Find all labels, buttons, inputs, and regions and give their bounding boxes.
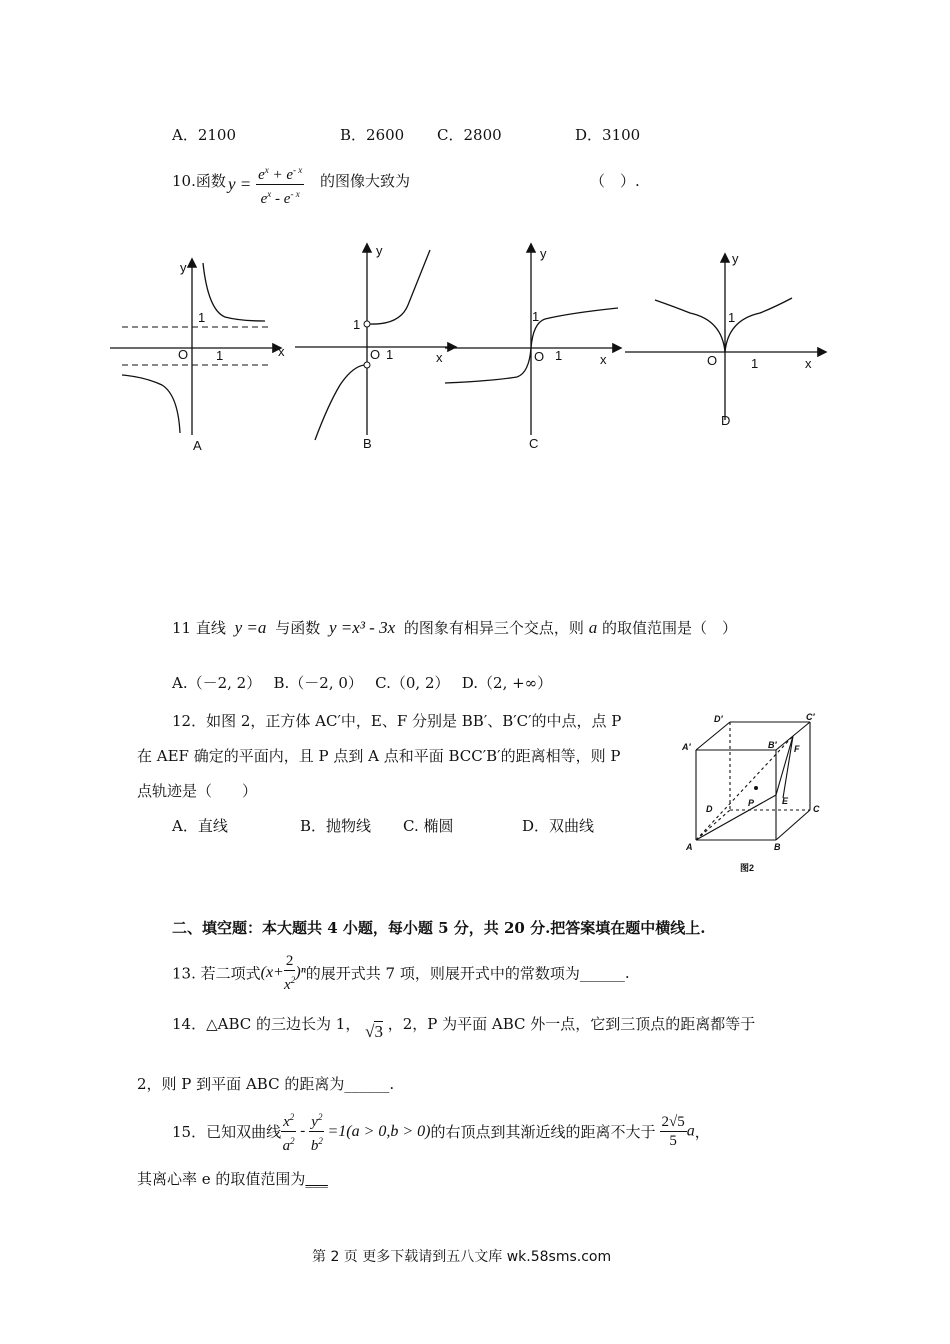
q9-option-b: B．2600 <box>340 126 405 144</box>
graph-a-label: A <box>193 438 202 453</box>
graph-d-o: O <box>707 353 718 368</box>
q9-option-a: A．2100 <box>172 126 237 144</box>
graph-d-1x: 1 <box>751 356 759 371</box>
graph-c-y: y <box>540 246 547 261</box>
graph-a-1x: 1 <box>216 348 224 363</box>
graph-b <box>295 243 455 451</box>
q12-option-c: C. 椭圆 <box>403 817 454 835</box>
q10-formula: y = $\frac{e^x + e^{- x}}{e^x - e^{- x}}$ <box>228 161 304 208</box>
q9-option-c: C．2800 <box>437 126 502 144</box>
graph-b-1y: 1 <box>353 317 361 332</box>
graph-c-o: O <box>534 349 545 364</box>
q9-option-d: D．3100 <box>575 126 641 144</box>
q12-option-b: B．抛物线 <box>300 817 372 835</box>
cube-label-e: E <box>782 796 789 806</box>
graph-a-1y: 1 <box>198 310 206 325</box>
graph-d-1y: 1 <box>728 310 736 325</box>
cube-label-d1: D′ <box>714 714 723 724</box>
cube-label-d: D <box>706 804 713 814</box>
page-footer: 第 2 页 更多下载请到五八文库 wk.58sms.com <box>312 1249 612 1265</box>
q11-line: 11 直线 y =a 与函数 y =x³ - 3x 的图象有相异三个交点，则 a 的取值范围是（ ） <box>172 618 737 637</box>
q12-line3: 点轨迹是（ ） <box>137 782 258 800</box>
q10-graphs <box>100 235 840 460</box>
graph-d <box>625 251 825 428</box>
q12-cube-figure <box>678 710 828 880</box>
cube-label-b1: B′ <box>768 740 777 750</box>
graph-a-y: y <box>180 260 187 275</box>
cube-label-c1: C′ <box>806 712 815 722</box>
graph-d-y: y <box>732 251 739 266</box>
graph-d-x: x <box>805 356 812 371</box>
q14-line1: 14．△ABC 的三边长为 1， √3 ，2，P 为平面 ABC 外一点，它到三顶点的距离都等于 <box>172 1015 756 1041</box>
section-2-heading: 二、填空题：本大题共 4 小题，每小题 5 分，共 20 分.把答案填在题中横线上. <box>172 919 706 937</box>
q11-options: A.（－2, 2） B.（－2, 0） C.（0, 2） D.（2, +∞） <box>172 674 553 692</box>
q12-option-d: D．双曲线 <box>522 817 595 835</box>
graph-c-1y: 1 <box>532 309 540 324</box>
cube-label-p: P <box>748 798 755 808</box>
q12-line1: 12．如图 2，正方体 AC′中，E、F 分别是 BB′、B′C′的中点，点 P <box>172 712 622 730</box>
q12-option-a: A．直线 <box>172 817 228 835</box>
q15-line2: 其离心率 e 的取值范围为___ <box>137 1170 328 1188</box>
q13-line: 13. 若二项式(x+ $\frac{2}{x^2}$ )ⁿ的展开式共 7 项，则展开式中的常数项为______. <box>172 953 630 993</box>
graph-b-o: O <box>370 347 381 362</box>
cube-label-f: F <box>794 744 800 754</box>
graph-b-1x: 1 <box>386 347 394 362</box>
q14-line2: 2，则 P 到平面 ABC 的距离为______. <box>137 1075 395 1093</box>
cube-caption: 图2 <box>740 863 755 873</box>
cube-label-c: C <box>813 804 820 814</box>
graph-b-x: x <box>436 350 443 365</box>
graph-c <box>445 245 620 451</box>
cube-label-a1: A′ <box>682 742 691 752</box>
q15-line1: 15．已知双曲线 $\frac{x^2}{a^2}$ - $\frac{y^2}{b^2}$ =1(a > 0,b > 0)的右顶点到其渐近线的距离不大于 $\frac{2√5}{5}$ a， <box>172 1108 710 1155</box>
q10-after: 的图像大致为 <box>320 172 411 190</box>
graph-c-x: x <box>600 352 607 367</box>
cube-label-a: A <box>686 842 693 852</box>
q10-prefix: 10.函数 <box>172 172 226 190</box>
cube-label-b: B <box>774 842 781 852</box>
q12-line2: 在 AEF 确定的平面内，且 P 点到 A 点和平面 BCC′B′的距离相等，则 P <box>137 747 621 765</box>
graph-b-y: y <box>376 243 383 258</box>
graph-c-1x: 1 <box>555 348 563 363</box>
graph-a-o: O <box>178 347 189 362</box>
graph-a <box>110 260 285 453</box>
graph-c-label: C <box>529 436 539 451</box>
graph-a-x: x <box>278 344 285 359</box>
q10-paren: （ ）. <box>590 172 640 190</box>
graph-b-label: B <box>363 436 372 451</box>
graph-d-label: D <box>721 413 731 428</box>
